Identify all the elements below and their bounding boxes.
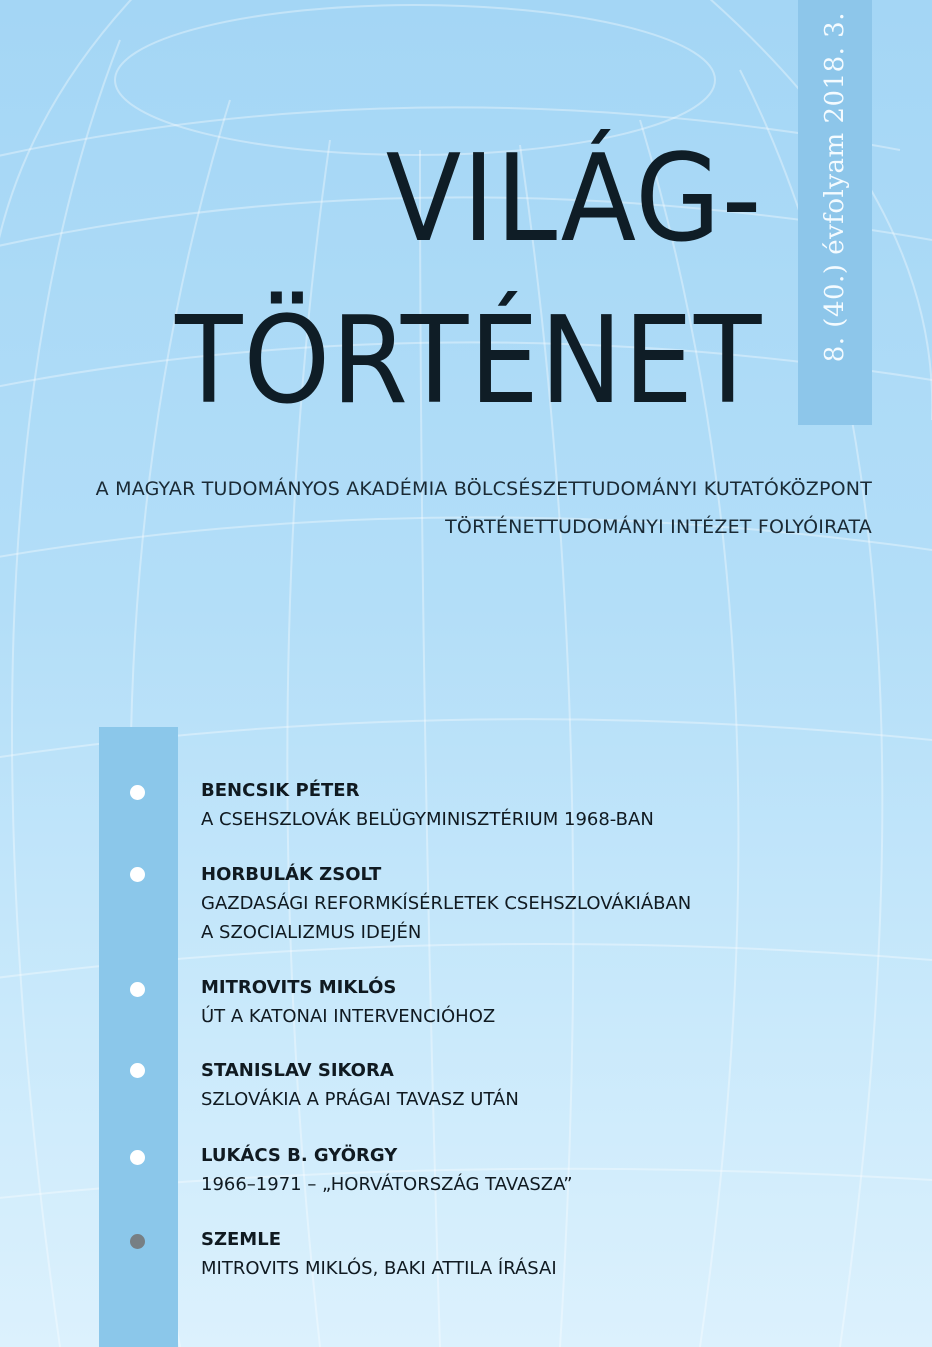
bullet-dot xyxy=(130,982,145,997)
article-author: MITROVITS MIKLÓS xyxy=(201,977,397,998)
article-title: MITROVITS MIKLÓS, BAKI ATTILA ÍRÁSAI xyxy=(201,1258,557,1279)
article-title: ÚT A KATONAI INTERVENCIÓHOZ xyxy=(201,1006,496,1027)
journal-title-line2: TÖRTÉNET xyxy=(174,292,762,431)
publisher-line1: A MAGYAR TUDOMÁNYOS AKADÉMIA BÖLCSÉSZETTUDOMÁNYI KUTATÓKÖZPONT xyxy=(95,478,872,500)
article-title: GAZDASÁGI REFORMKÍSÉRLETEK CSEHSZLOVÁKIÁBAN A SZOCIALIZMUS IDEJÉN xyxy=(201,893,692,943)
spine-band xyxy=(798,0,872,425)
contents-bar xyxy=(99,727,178,1347)
article-author: LUKÁCS B. GYÖRGY xyxy=(201,1145,398,1166)
bullet-dot xyxy=(130,1063,145,1078)
bullet-dot xyxy=(130,1150,145,1165)
bullet-dot xyxy=(130,785,145,800)
section-label: SZEMLE xyxy=(201,1229,281,1250)
volume-issue-label: 8. (40.) évfolyam 2018. 3. xyxy=(820,12,850,363)
article-title: SZLOVÁKIA A PRÁGAI TAVASZ UTÁN xyxy=(201,1089,519,1110)
article-title: A CSEHSZLOVÁK BELÜGYMINISZTÉRIUM 1968-BAN xyxy=(201,809,654,830)
article-author: STANISLAV SIKORA xyxy=(201,1060,394,1081)
article-title: 1966–1971 – „HORVÁTORSZÁG TAVASZA” xyxy=(201,1174,573,1195)
publisher-line2: TÖRTÉNETTUDOMÁNYI INTÉZET FOLYÓIRATA xyxy=(445,516,872,538)
bullet-dot-review xyxy=(130,1234,145,1249)
article-author: HORBULÁK ZSOLT xyxy=(201,864,382,885)
article-author: BENCSIK PÉTER xyxy=(201,780,360,801)
journal-title-line1: VILÁG- xyxy=(385,130,762,269)
bullet-dot xyxy=(130,867,145,882)
